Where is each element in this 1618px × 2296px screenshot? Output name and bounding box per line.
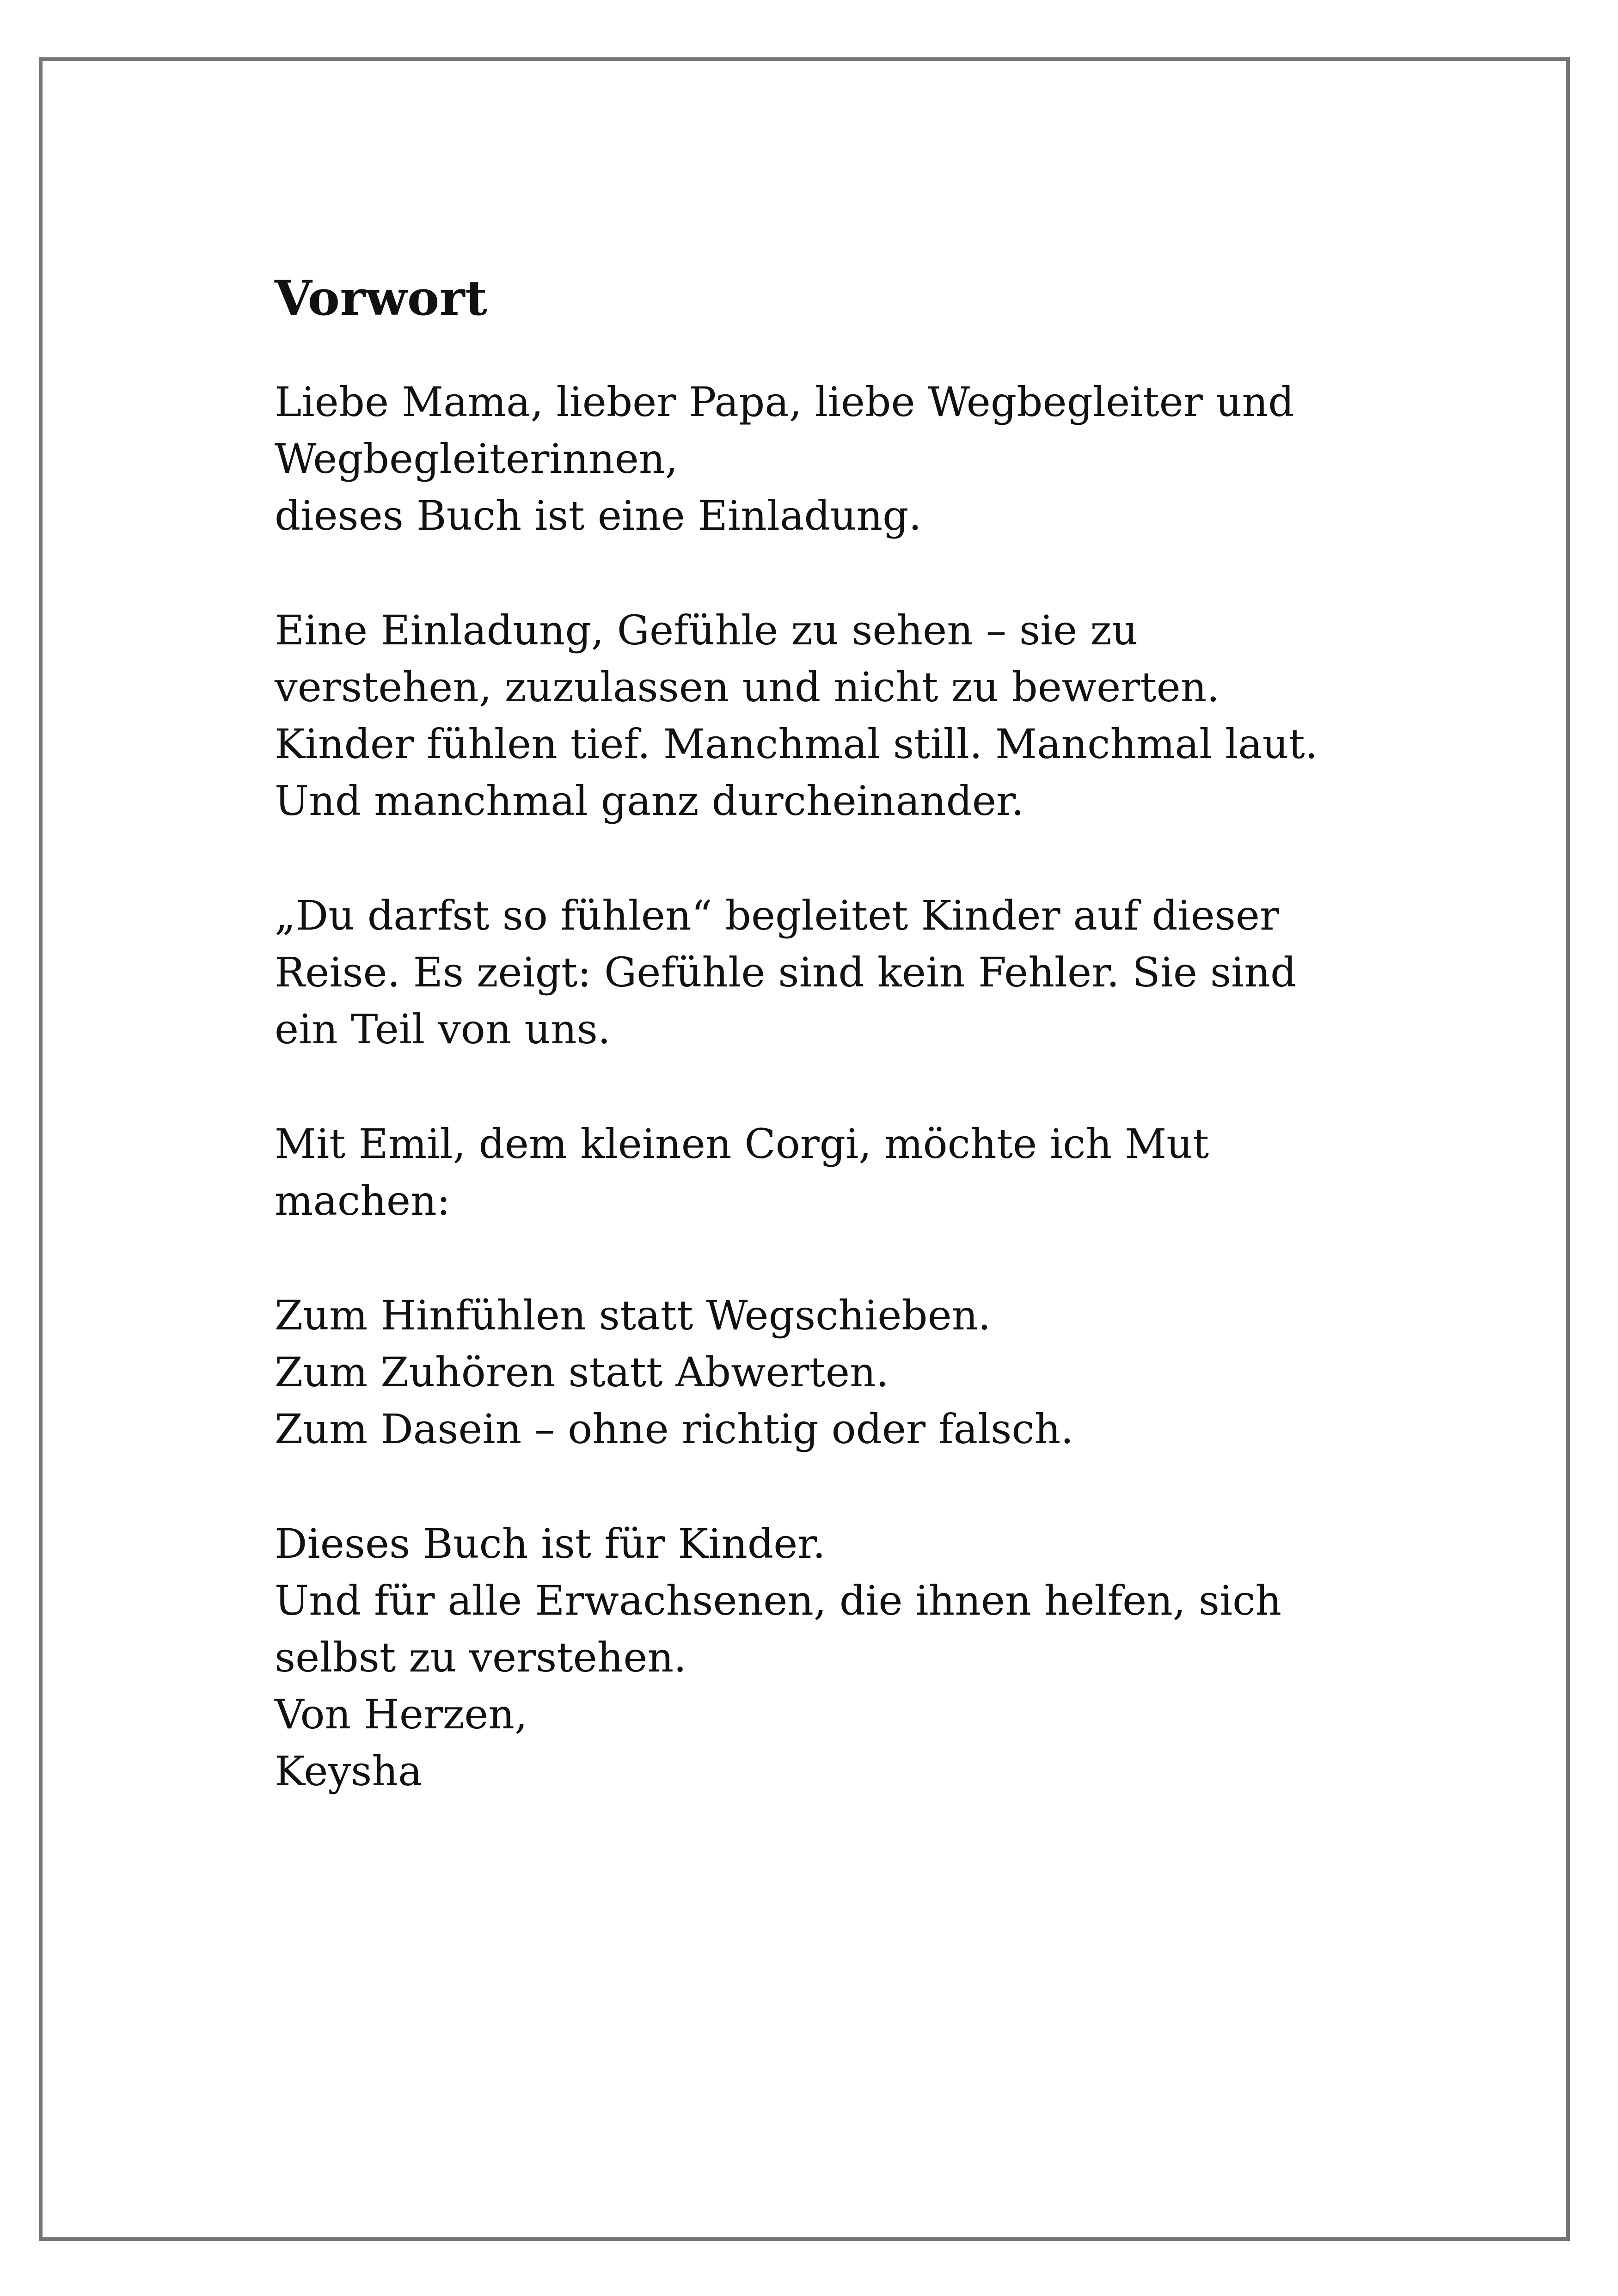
paragraph-emil bbox=[275, 1115, 1384, 1229]
text-line: Wegbegleiterinnen, bbox=[275, 435, 678, 483]
paragraph-salutation bbox=[275, 373, 1384, 544]
page-title: Vorwort bbox=[275, 269, 488, 326]
text-line: Und manchmal ganz durcheinander. bbox=[275, 777, 1024, 825]
text-line: Dieses Buch ist für Kinder. bbox=[275, 1520, 826, 1567]
text-line: Reise. Es zeigt: Gefühle sind kein Fehler. Sie sind bbox=[275, 949, 1297, 996]
text-line: Mit Emil, dem kleinen Corgi, möchte ich Mut bbox=[275, 1120, 1209, 1168]
text-line: machen: bbox=[275, 1177, 451, 1225]
text-line: „Du darfst so fühlen“ begleitet Kinder auf dieser bbox=[275, 892, 1280, 939]
text-line: Kinder fühlen tief. Manchmal still. Manchmal laut. bbox=[275, 720, 1318, 768]
document-body bbox=[275, 263, 1384, 1800]
text-line: Und für alle Erwachsenen, die ihnen helfen, sich bbox=[275, 1577, 1282, 1624]
paragraph-invitation bbox=[275, 602, 1384, 829]
text-line: Zum Hinfühlen statt Wegschieben. bbox=[275, 1292, 991, 1339]
text-line: ein Teil von uns. bbox=[275, 1005, 611, 1053]
text-line: dieses Buch ist eine Einladung. bbox=[275, 492, 922, 539]
text-line: Eine Einladung, Gefühle zu sehen – sie zu bbox=[275, 606, 1138, 654]
text-line: Zum Zuhören statt Abwerten. bbox=[275, 1348, 889, 1396]
paragraph-encouragement bbox=[275, 1287, 1384, 1457]
text-line: verstehen, zuzulassen und nicht zu bewerten. bbox=[275, 663, 1220, 711]
paragraph-closing bbox=[275, 1515, 1384, 1800]
paragraph-book-purpose bbox=[275, 887, 1384, 1058]
text-line: selbst zu verstehen. bbox=[275, 1634, 687, 1681]
text-line: Zum Dasein – ohne richtig oder falsch. bbox=[275, 1405, 1074, 1453]
signoff-line: Von Herzen, bbox=[275, 1690, 528, 1738]
text-line: Liebe Mama, lieber Papa, liebe Wegbegleiter und bbox=[275, 378, 1294, 426]
author-name: Keysha bbox=[275, 1747, 423, 1795]
